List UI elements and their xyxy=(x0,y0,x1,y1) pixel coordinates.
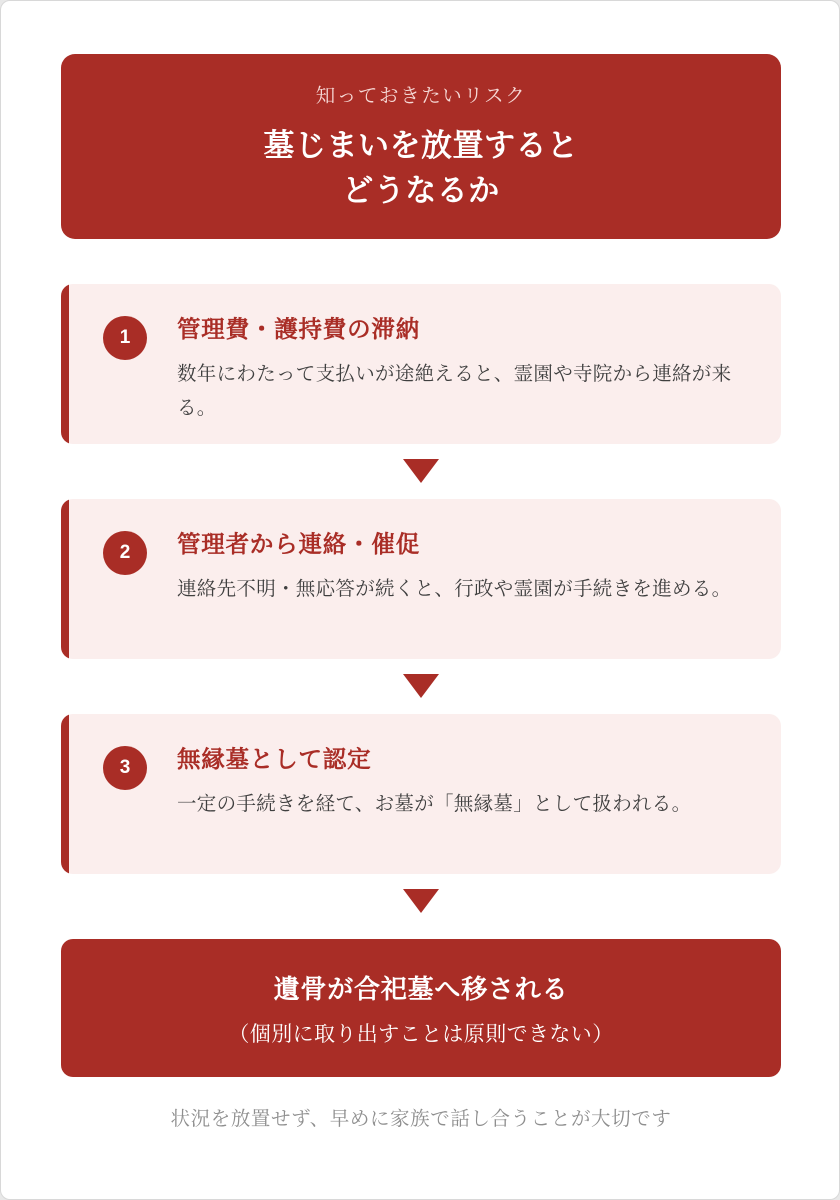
step-body-3 xyxy=(177,740,755,821)
step-number-badge-3: 3 xyxy=(103,746,147,790)
down-triangle-icon xyxy=(403,889,439,913)
conclusion-subtitle: （個別に取り出すことは原則できない） xyxy=(228,1022,614,1046)
flow-arrow-1 xyxy=(61,459,781,488)
step-accent-bar xyxy=(61,284,69,444)
down-triangle-icon xyxy=(403,674,439,698)
conclusion-banner xyxy=(61,939,781,1077)
step-text-3: 一定の手続きを経て、お墓が「無縁墓」として扱われる。 xyxy=(177,793,692,815)
step-card-3 xyxy=(61,714,781,874)
step-card-1 xyxy=(61,284,781,444)
down-triangle-icon xyxy=(403,459,439,483)
step-text-2: 連絡先不明・無応答が続くと、行政や霊園が手続きを進める。 xyxy=(177,578,732,600)
step-body-1 xyxy=(177,310,755,425)
infographic-content xyxy=(61,1,781,1200)
header-title-line-2: どうなるか xyxy=(342,172,500,208)
step-body-2 xyxy=(177,525,755,606)
step-number-badge-2: 2 xyxy=(103,531,147,575)
step-text-1: 数年にわたって支払いが途絶えると、霊園や寺院から連絡が来る。 xyxy=(177,363,732,420)
footnote-text: 状況を放置せず、早めに家族で話し合うことが大切です xyxy=(170,1108,672,1130)
step-title-2: 管理者から連絡・催促 xyxy=(177,531,420,557)
step-number-badge-1: 1 xyxy=(103,316,147,360)
step-title-1: 管理費・護持費の滞納 xyxy=(177,316,420,342)
header-eyebrow: 知っておきたいリスク xyxy=(315,85,527,108)
step-accent-bar xyxy=(61,499,69,659)
step-accent-bar xyxy=(61,714,69,874)
step-title-3: 無縁墓として認定 xyxy=(177,746,372,772)
conclusion-title: 遺骨が合祀墓へ移される xyxy=(273,973,569,1004)
flow-arrow-2 xyxy=(61,674,781,703)
header-banner xyxy=(61,54,781,239)
flow-arrow-3 xyxy=(61,889,781,918)
header-title xyxy=(264,124,579,212)
step-card-2 xyxy=(61,499,781,659)
header-title-line-1: 墓じまいを放置すると xyxy=(263,128,579,164)
